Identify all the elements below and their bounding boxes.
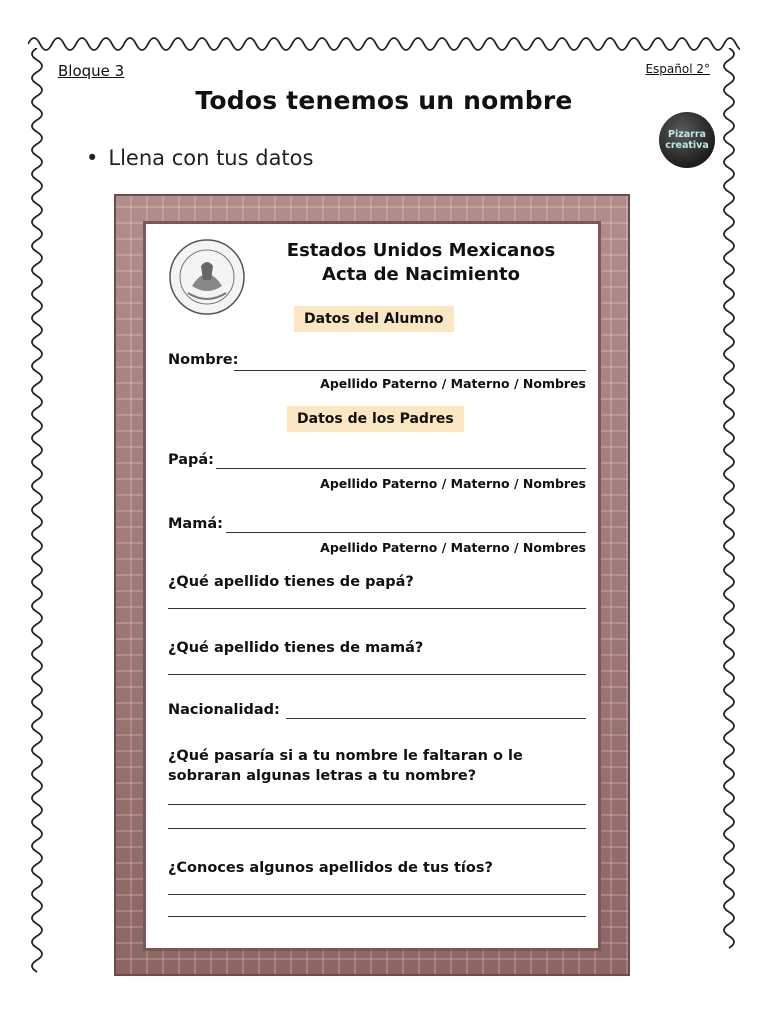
- mom-name-field[interactable]: [226, 532, 586, 533]
- name-label: Nombre:: [168, 352, 239, 368]
- mom-name-hint: Apellido Paterno / Materno / Nombres: [320, 540, 586, 555]
- decorative-swirl-border-left: [26, 48, 48, 988]
- block-label: Bloque 3: [58, 62, 125, 80]
- certificate-title-line-1: Estados Unidos Mexicanos: [286, 240, 556, 261]
- logo-line-1: Pizarra: [668, 129, 706, 140]
- birth-certificate-form: [146, 224, 598, 948]
- name-letters-answer-line-2[interactable]: [168, 828, 586, 829]
- decorative-swirl-border-top: [28, 30, 740, 56]
- dad-name-field[interactable]: [216, 468, 586, 469]
- pizarra-creativa-logo: [659, 112, 715, 168]
- mom-label: Mamá:: [168, 516, 223, 532]
- instruction: [86, 146, 313, 170]
- question-mom-surname: ¿Qué apellido tienes de mamá?: [168, 640, 424, 656]
- question-uncles-surnames: ¿Conoces algunos apellidos de tus tíos?: [168, 860, 493, 876]
- question-dad-surname: ¿Qué apellido tienes de papá?: [168, 574, 414, 590]
- name-letters-answer-line-1[interactable]: [168, 804, 586, 805]
- nationality-label: Nacionalidad:: [168, 702, 280, 718]
- certificate-title-line-2: Acta de Nacimiento: [322, 264, 520, 285]
- page-title: Todos tenemos un nombre: [195, 86, 573, 115]
- name-hint: Apellido Paterno / Materno / Nombres: [320, 376, 586, 391]
- mom-surname-answer-line[interactable]: [168, 674, 586, 675]
- question-name-letters: ¿Qué pasaría si a tu nombre le faltaran o le sobraran algunas letras a tu nombre?: [168, 748, 523, 784]
- name-field[interactable]: [234, 370, 586, 371]
- nationality-field[interactable]: [286, 718, 586, 719]
- instruction-text: Llena con tus datos: [108, 146, 314, 170]
- dad-label: Papá:: [168, 452, 214, 468]
- subject-label: Español 2°: [645, 62, 710, 76]
- logo-line-2: creativa: [665, 140, 709, 151]
- section-parents-data: Datos de los Padres: [287, 406, 464, 432]
- decorative-swirl-border-right: [718, 48, 740, 988]
- dad-surname-answer-line[interactable]: [168, 608, 586, 609]
- section-student-data: Datos del Alumno: [294, 306, 454, 332]
- bullet-icon: •: [86, 146, 99, 170]
- uncles-surnames-answer-line-2[interactable]: [168, 916, 586, 917]
- uncles-surnames-answer-line-1[interactable]: [168, 894, 586, 895]
- dad-name-hint: Apellido Paterno / Materno / Nombres: [320, 476, 586, 491]
- mexican-coat-of-arms-seal-icon: [168, 238, 246, 316]
- birth-certificate-frame: [114, 194, 630, 976]
